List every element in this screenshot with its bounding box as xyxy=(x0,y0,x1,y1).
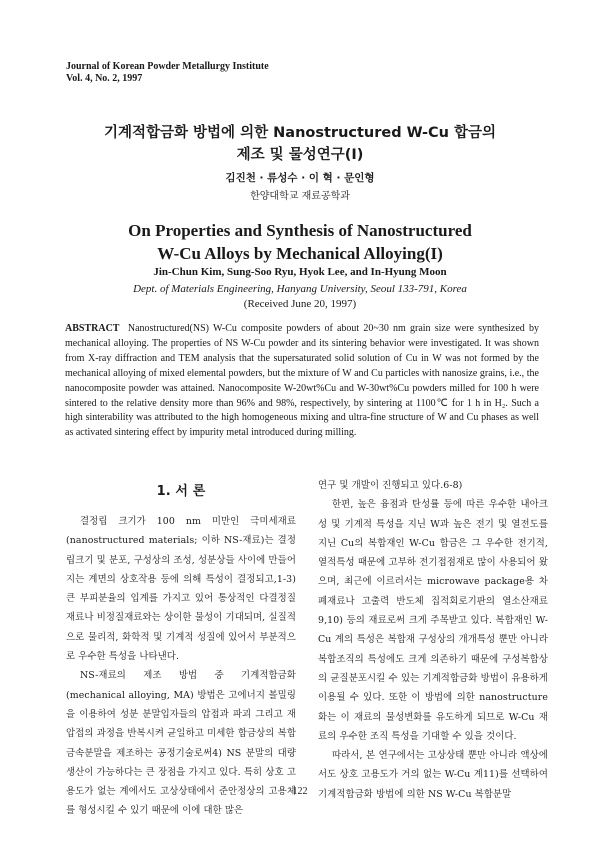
english-title-line2: W-Cu Alloys by Mechanical Alloying(I) xyxy=(157,244,443,263)
journal-volume: Vol. 4, No. 2, 1997 xyxy=(66,73,143,84)
abstract-text: Nanostructured(NS) W-Cu composite powders of about 20~30 nm grain size were synthesized by mechanical alloying. The properties of NS W-Cu powder and its sintering behavior were investigated. It was shown from X-ray diffraction and TEM analysis that the supersaturated solid solution of Cu in W was not formed by the mechanical alloying of mixed elemental powders, but the mixture of W and Cu particles with nanosize grains, i.e., the nanocomposite powder was attained. Nanocomposite W-20wt%Cu and W-30wt%Cu powders milled for 100 h were sintered to the relative density more than 96% and 98%, respectively, by sintering at 1100℃ for 1 h in H₂. Such a high sinterability was attributed to the high homogeneous mixing and ultra-fine structure of W and Cu phases as well as activated sintering effect by impurity metal introduced during milling. xyxy=(65,323,539,439)
journal-header xyxy=(66,61,269,85)
page-number: 122 xyxy=(292,786,308,797)
paragraph: NS-재료의 제조 방법 중 기계적합금화(mechanical alloying, MA) 방법은 고에너지 볼밀링을 이용하여 성분 분말입자들의 압접과 파괴 그리고 재압접의 과정을 반복시켜 균일하고 미세한 합금상의 복합금속분말을 제조하는 공정기술로써4) NS 분말의 대량 생산이 가능하다는 큰 장점을 가지고 있다. 특히 상호 고용도가 없는 계에서도 고상상태에서 준안정상의 고용체를 형성시킬 수 있기 때문에 이에 대한 많은 xyxy=(66,670,296,817)
abstract-label: ABSTRACT xyxy=(65,323,120,334)
paragraph: 한편, 높은 융점과 탄성률 등에 따른 우수한 내아크성 및 기계적 특성을 지닌 W과 높은 전기 및 열전도를 지닌 Cu의 복합재인 W-Cu 합금은 그 우수한 전기적, 열적특성 때문에 고부하 전기접점재로 많이 사용되어 왔으며, 최근에 이르러서는 microwave package용 차폐재료나 고출력 반도체 집적회로기판의 열소산재료9,10) 등의 재료로써 크게 주목받고 있다. 복합재인 W-Cu 계의 특성은 복합재 구성상의 개개특성 뿐만 아니라 복합조직의 특성에도 크게 의존하기 때문에 구성복합상의 균질분포시킬 수 있는 기계적합금화 방법이 유용하게 이용될 수 있다. 또한 이 방법에 의한 nanostructure화는 이 재료의 물성변화를 유도하게 되므로 W-Cu 재료의 우수한 조직 특성을 기대할 수 있을 것이다. xyxy=(318,499,548,742)
english-affiliation: Dept. of Materials Engineering, Hanyang University, Seoul 133-791, Korea xyxy=(133,283,467,295)
left-column xyxy=(66,482,296,821)
korean-authors: 김진천 · 류성수 · 이 혁 · 문인형 xyxy=(225,172,375,184)
paragraph: 따라서, 본 연구에서는 고상상태 뿐만 아니라 액상에서도 상호 고용도가 거의 없는 W-Cu 계11)를 선택하여 기계적합금화 방법에 의한 NS W-Cu 복합분말 xyxy=(318,750,548,800)
korean-title xyxy=(0,122,600,166)
english-authors: Jin-Chun Kim, Sung-Soo Ryu, Hyok Lee, and In-Hyung Moon xyxy=(153,266,447,278)
paragraph: 연구 및 개발이 진행되고 있다.6-8) xyxy=(318,480,463,491)
journal-name: Journal of Korean Powder Metallurgy Institute xyxy=(66,61,269,72)
korean-title-line2: 제조 및 물성연구(I) xyxy=(236,147,364,163)
english-title-line1: On Properties and Synthesis of Nanostructured xyxy=(128,221,472,240)
korean-title-line1: 기계적합금화 방법에 의한 Nanostructured W-Cu 합금의 xyxy=(103,125,497,141)
korean-affiliation: 한양대학교 재료공학과 xyxy=(250,191,350,202)
abstract xyxy=(65,322,539,441)
section-heading: 1. 서 론 xyxy=(156,484,206,499)
received-date: (Received June 20, 1997) xyxy=(243,298,357,310)
paragraph: 결정립 크기가 100 nm 미만인 극미세재료(nanostructured materials; 이하 NS-재료)는 결정립크기 및 분포, 구성상의 조성, 성분상들 사이에 만들어지는 계면의 상호작용 등에 의해 특성이 결정되고,1-3) 큰 부피분율의 입계를 가지고 있어 통상적인 다결정질 재료나 비정질재료와는 상이한 물성이 기대되며, 실질적으로 물리적, 화학적 및 기계적 성질에 있어서 부분적으로 우수한 특성을 나타낸다. xyxy=(66,516,296,663)
right-column xyxy=(318,476,548,804)
english-title xyxy=(0,219,600,265)
